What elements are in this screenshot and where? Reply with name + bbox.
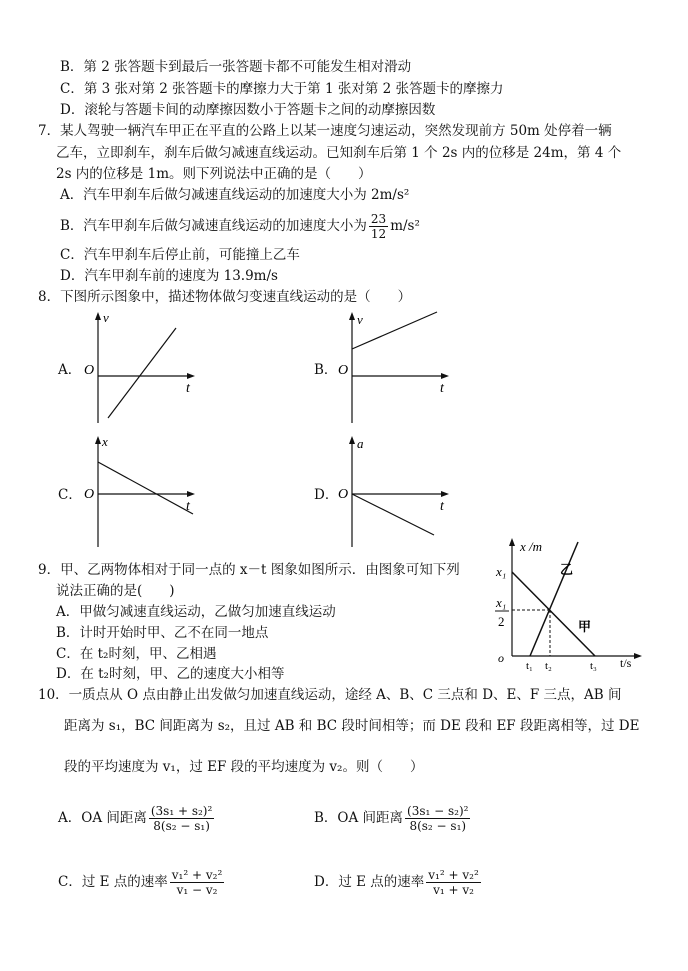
q10-option-d-text: D．过 E 点的速率 <box>314 874 425 890</box>
x-axis-label: t <box>186 381 190 396</box>
q9-option-d: D．在 t₂时刻，甲、乙的速度大小相等 <box>56 666 285 682</box>
x-axis-arrow <box>441 373 449 379</box>
x-axis-label: t <box>440 499 444 514</box>
q9-option-b: B．计时开始时甲、乙不在同一地点 <box>56 625 269 641</box>
q7-option-d: D．汽车甲刹车前的速度为 13.9m/s <box>60 268 278 284</box>
graph-line <box>352 494 434 535</box>
q10-option-b-denominator: 8(s₂ − s₁) <box>409 819 467 833</box>
q10-option-c-text: C．过 E 点的速率 <box>58 874 168 890</box>
q10-option-c-fraction <box>170 868 224 897</box>
q8-graph-c <box>78 432 203 552</box>
origin-label: O <box>84 487 95 502</box>
y-axis-label: v <box>103 310 109 325</box>
half-x1-numerator: x₁ <box>496 595 507 610</box>
q7-option-b-text: B．汽车甲刹车后做匀减速直线运动的加速度大小为 <box>60 218 367 234</box>
x-axis-label: t <box>186 499 190 514</box>
q10-option-a-numerator: (3s₁ + s₂)² <box>150 804 213 818</box>
y-axis-arrow <box>509 538 515 546</box>
q9-stem-line2: 说法正确的是( ) <box>56 583 175 599</box>
q8-graph-c-label: C． <box>58 487 82 503</box>
x-axis-arrow <box>634 653 642 659</box>
q8-graph-d-label: D． <box>314 487 339 503</box>
graph-line <box>352 312 437 349</box>
origin-label: O <box>338 487 349 502</box>
x-axis-label: t <box>440 381 444 396</box>
q7-option-b-fraction <box>369 212 388 241</box>
x1-label: x₁ <box>496 564 507 579</box>
q10-option-b-text: B．OA 间距离 <box>314 810 404 826</box>
q10-option-a-fraction <box>149 804 214 833</box>
q9-option-a: A．甲做匀减速直线运动，乙做匀加速直线运动 <box>56 604 336 620</box>
x-axis-label: t/s <box>620 656 632 670</box>
q10-option-d <box>314 864 483 900</box>
y-axis-arrow <box>95 436 101 444</box>
y-axis-label: x /m <box>520 539 543 554</box>
y-axis-label: v <box>357 312 363 327</box>
q10-option-a-text: A．OA 间距离 <box>58 810 147 826</box>
q8-graph-d <box>332 432 457 552</box>
t2-label: t₂ <box>545 660 552 672</box>
t3-label: t₃ <box>590 660 597 672</box>
label-yi: 乙 <box>560 562 574 577</box>
q8-graph-a-label: A． <box>58 362 82 378</box>
q9-stem-line1: 9．甲、乙两物体相对于同一点的 x－t 图象如图所示．由图象可知下列 <box>38 562 460 578</box>
q7-option-b-unit: m/s² <box>390 218 420 234</box>
q7-option-c: C．汽车甲刹车后停止前，可能撞上乙车 <box>60 247 300 263</box>
q8-graph-a <box>78 308 203 428</box>
q7-stem-line3: 2s 内的位移是 1m。则下列说法中正确的是（ ） <box>56 166 372 182</box>
graph-line <box>98 462 193 514</box>
q6-option-d: D．滚轮与答题卡间的动摩擦因数小于答题卡之间的动摩擦因数 <box>60 102 436 118</box>
label-jia: 甲 <box>578 619 592 634</box>
q7-option-b-numerator: 23 <box>370 212 387 226</box>
origin-label: O <box>84 363 95 378</box>
origin-label: o <box>498 651 504 665</box>
graph-line <box>108 328 176 418</box>
q10-option-c-denominator: v₁ − v₂ <box>176 883 218 897</box>
line-jia <box>512 572 595 656</box>
q7-stem-line2: 乙车，立即刹车，刹车后做匀减速直线运动。已知刹车后第 1 个 2s 内的位移是 24m，第 4 个 <box>56 145 622 161</box>
y-axis-arrow <box>349 312 355 320</box>
q10-option-b-numerator: (3s₁ − s₂)² <box>407 804 469 818</box>
half-x1-denominator: 2 <box>498 614 505 629</box>
q10-option-b-fraction <box>405 804 470 833</box>
x-axis-arrow <box>187 373 195 379</box>
q10-option-d-denominator: v₁ + v₂ <box>433 883 474 897</box>
q7-option-a: A．汽车甲刹车后做匀减速直线运动的加速度大小为 2m/s² <box>60 187 410 203</box>
q9-option-c: C．在 t₂时刻，甲、乙相遇 <box>56 646 217 662</box>
q10-option-c <box>58 864 226 900</box>
q6-option-b: B．第 2 张答题卡到最后一张答题卡都不可能发生相对滑动 <box>60 59 412 75</box>
y-axis-arrow <box>349 436 355 444</box>
q7-stem-line1: 7．某人驾驶一辆汽车甲正在平直的公路上以某一速度匀速运动，突然发现前方 50m 处停着一辆 <box>38 123 612 139</box>
x-axis-arrow <box>187 491 195 497</box>
y-axis-arrow <box>95 312 101 320</box>
q10-option-d-numerator: v₁² + v₂² <box>428 868 479 882</box>
q10-option-c-numerator: v₁² + v₂² <box>171 868 223 882</box>
t1-label: t₁ <box>526 660 533 672</box>
q6-option-c: C．第 3 张对第 2 张答题卡的摩擦力大于第 1 张对第 2 张答题卡的摩擦力 <box>60 81 504 97</box>
q7-option-b-denominator: 12 <box>370 227 387 241</box>
q9-graph <box>488 536 678 676</box>
q10-option-a-denominator: 8(s₂ − s₁) <box>153 819 210 833</box>
q8-graph-b <box>332 308 457 428</box>
q10-option-b <box>314 800 472 836</box>
q10-stem-line3: 段的平均速度为 v₁，过 EF 段的平均速度为 v₂。则（ ） <box>64 759 424 775</box>
y-axis-label: x <box>102 434 108 449</box>
q8-stem: 8．下图所示图象中，描述物体做匀变速直线运动的是（ ） <box>38 289 412 305</box>
q7-option-b <box>60 209 420 243</box>
y-axis-label: a <box>357 436 364 451</box>
q10-option-d-fraction <box>426 868 480 897</box>
origin-label: O <box>338 363 349 378</box>
q10-option-a <box>58 800 216 836</box>
q10-stem-line1: 10．一质点从 O 点由静止出发做匀加速直线运动，途经 A、B、C 三点和 D、E、F 三点，AB 间 <box>38 687 622 703</box>
line-yi <box>530 542 578 656</box>
q10-stem-line2: 距离为 s₁，BC 间距离为 s₂，且过 AB 和 BC 段时间相等；而 DE 段和 EF 段距离相等，过 DE <box>64 718 640 734</box>
x-axis-arrow <box>441 491 449 497</box>
q8-graph-b-label: B． <box>314 362 338 378</box>
